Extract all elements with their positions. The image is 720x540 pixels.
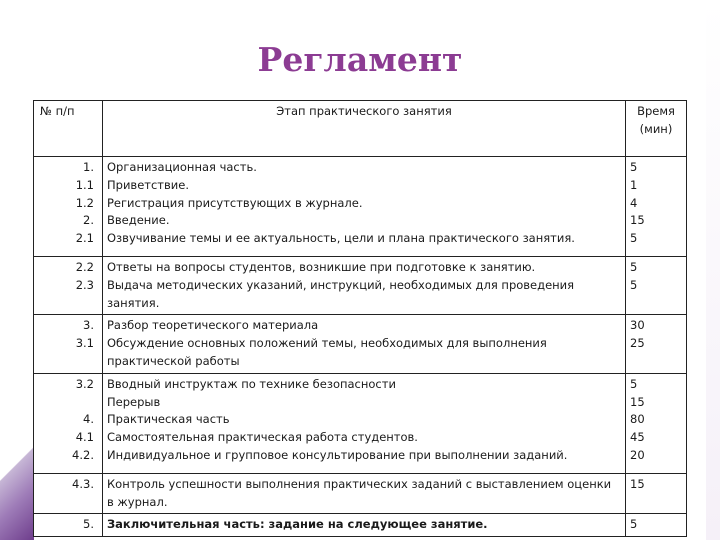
- row-time: 5: [630, 376, 638, 391]
- row-number: 4.2.: [72, 447, 94, 462]
- row-stage: Заключительная часть: задание на следующее занятие.: [107, 517, 488, 532]
- header-time: [626, 101, 687, 157]
- row-number: 2.3: [75, 277, 94, 292]
- cell-time: [626, 315, 687, 373]
- row-stage: Приветствие.: [107, 177, 189, 192]
- row-number: [38, 394, 94, 412]
- row-stage: Ответы на вопросы студентов, возникшие при подготовке к занятию.: [107, 260, 536, 274]
- row-stage: Перерыв: [107, 394, 161, 409]
- cell-stage: [103, 373, 626, 473]
- row-number: 1.1: [75, 177, 94, 192]
- row-stage: Практическая часть: [107, 412, 230, 427]
- row-time: 15: [630, 213, 645, 228]
- row-number: 3.1: [75, 336, 94, 351]
- row-time: 1: [630, 177, 638, 192]
- row-number: 3.2: [75, 376, 94, 391]
- row-stage: Разбор теоретического материала: [107, 318, 319, 333]
- row-stage: Контроль успешности выполнения практических заданий с выставлением оценки в журнал.: [107, 476, 612, 509]
- row-number: 4.3.: [72, 476, 94, 491]
- row-stage: Индивидуальное и групповое консультирование при выполнении заданий.: [107, 447, 568, 462]
- schedule-table: [33, 100, 687, 537]
- cell-time: [626, 373, 687, 473]
- header-time-line1: Время: [637, 104, 675, 118]
- cell-number: [34, 315, 103, 373]
- row-stage: Самостоятельная практическая работа студентов.: [107, 430, 418, 445]
- row-time: 80: [630, 412, 645, 427]
- cell-stage: [103, 315, 626, 373]
- row-time: 30: [630, 318, 645, 333]
- header-time-line2: (мин): [639, 121, 673, 136]
- row-stage: Озвучивание темы и ее актуальность, цели и плана практического занятия.: [107, 231, 575, 246]
- row-stage: Вводный инструктаж по технике безопасности: [107, 376, 396, 391]
- row-time: 45: [630, 430, 645, 445]
- cell-stage: [103, 257, 626, 315]
- row-time: 20: [630, 447, 645, 462]
- cell-stage: [103, 157, 626, 257]
- edge-decoration: [706, 0, 720, 540]
- row-number: 2.1: [75, 231, 94, 246]
- row-number: 3.: [83, 318, 94, 333]
- cell-time: [626, 473, 687, 514]
- row-number: 2.: [83, 213, 94, 228]
- row-number: 2.2: [75, 260, 94, 274]
- cell-time: [626, 514, 687, 537]
- table-row: [34, 315, 687, 373]
- table-row: [34, 257, 687, 315]
- row-number: 4.1: [75, 430, 94, 445]
- row-number: 1.2: [75, 195, 94, 210]
- row-stage: Выдача методических указаний, инструкций, необходимых для проведения занятия.: [107, 277, 575, 310]
- table-row: [34, 157, 687, 257]
- table-row: [34, 373, 687, 473]
- row-number: 4.: [83, 412, 94, 427]
- table-row: [34, 514, 687, 537]
- header-number: № п/п: [34, 101, 103, 157]
- cell-time: [626, 257, 687, 315]
- row-time: 5: [630, 260, 638, 274]
- row-time: 15: [630, 394, 645, 409]
- row-time: 15: [630, 476, 645, 491]
- row-time: 25: [630, 336, 645, 351]
- row-time: 5: [630, 160, 638, 174]
- row-stage: Организационная часть.: [107, 160, 257, 174]
- row-stage: Регистрация присутствующих в журнале.: [107, 195, 363, 210]
- page-title: Регламент: [257, 40, 463, 79]
- row-stage: Введение.: [107, 213, 170, 228]
- cell-number: [34, 373, 103, 473]
- row-number: 1.: [83, 160, 94, 174]
- cell-number: [34, 473, 103, 514]
- header-stage: Этап практического занятия: [103, 101, 626, 157]
- table-row: [34, 473, 687, 514]
- row-number: 5.: [83, 517, 94, 532]
- table-header-row: [34, 101, 687, 157]
- row-time: 4: [630, 195, 638, 210]
- table-body: [34, 157, 687, 537]
- cell-number: [34, 257, 103, 315]
- corner-decoration: [0, 440, 34, 540]
- cell-stage: [103, 514, 626, 537]
- cell-stage: [103, 473, 626, 514]
- cell-number: [34, 157, 103, 257]
- row-time: 5: [630, 517, 638, 532]
- cell-number: [34, 514, 103, 537]
- row-time: 5: [630, 277, 638, 292]
- row-time: 5: [630, 231, 638, 246]
- cell-time: [626, 157, 687, 257]
- row-stage: Обсуждение основных положений темы, необходимых для выполнения практической работы: [107, 336, 547, 368]
